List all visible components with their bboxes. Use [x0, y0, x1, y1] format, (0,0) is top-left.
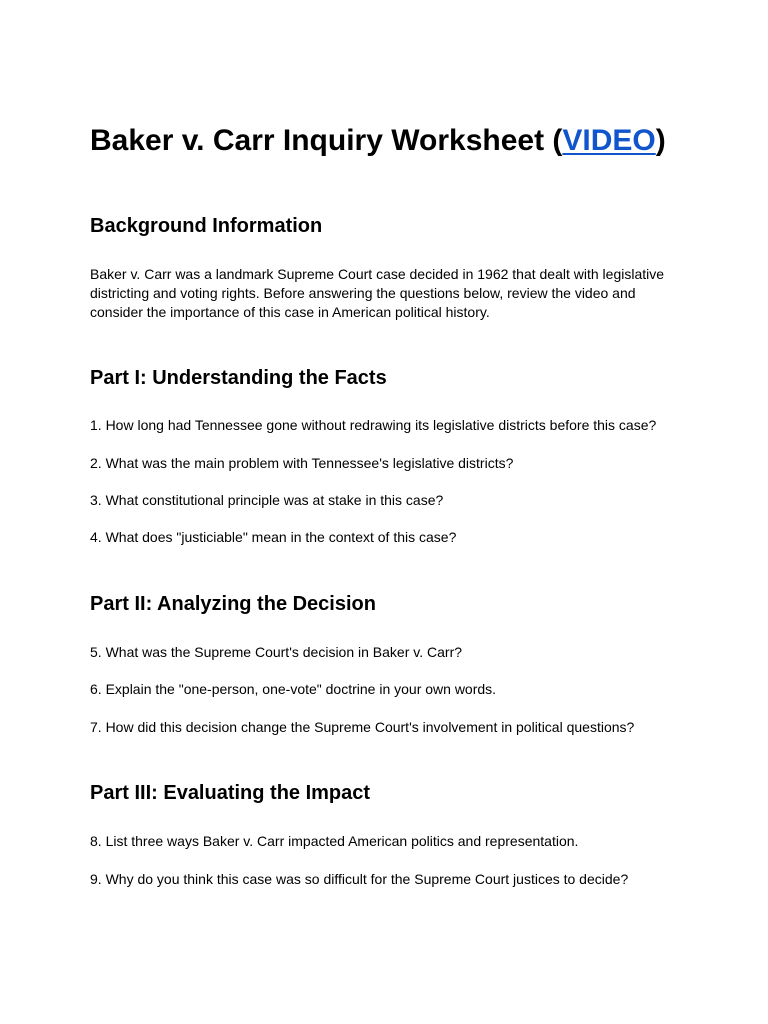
background-paragraph: Baker v. Carr was a landmark Supreme Court case decided in 1962 that dealt with legislative districting and voting rights. Before answering the questions below, review the video and consider the importance of this case in American political history. [90, 266, 665, 320]
title-close-paren: ) [655, 124, 666, 157]
question-9: 9. Why do you think this case was so difficult for the Supreme Court justices to decide? [90, 871, 629, 887]
question-3: 3. What constitutional principle was at stake in this case? [90, 492, 444, 508]
video-link[interactable]: VIDEO [562, 124, 656, 157]
question-7: 7. How did this decision change the Supreme Court's involvement in political questions? [90, 719, 635, 735]
part2-heading: Part II: Analyzing the Decision [90, 593, 376, 615]
part1-heading: Part I: Understanding the Facts [90, 367, 387, 389]
background-heading: Background Information [90, 215, 323, 237]
part3-heading: Part III: Evaluating the Impact [90, 782, 371, 804]
question-5: 5. What was the Supreme Court's decision in Baker v. Carr? [90, 644, 463, 660]
page-title [90, 122, 666, 160]
question-4: 4. What does "justiciable" mean in the context of this case? [90, 529, 457, 545]
question-2: 2. What was the main problem with Tennessee's legislative districts? [90, 455, 514, 471]
question-1: 1. How long had Tennessee gone without redrawing its legislative districts before this case? [90, 417, 657, 433]
question-8: 8. List three ways Baker v. Carr impacted American politics and representation. [90, 833, 579, 849]
title-text: Baker v. Carr Inquiry Worksheet ( [90, 124, 563, 157]
question-6: 6. Explain the "one-person, one-vote" doctrine in your own words. [90, 681, 497, 697]
